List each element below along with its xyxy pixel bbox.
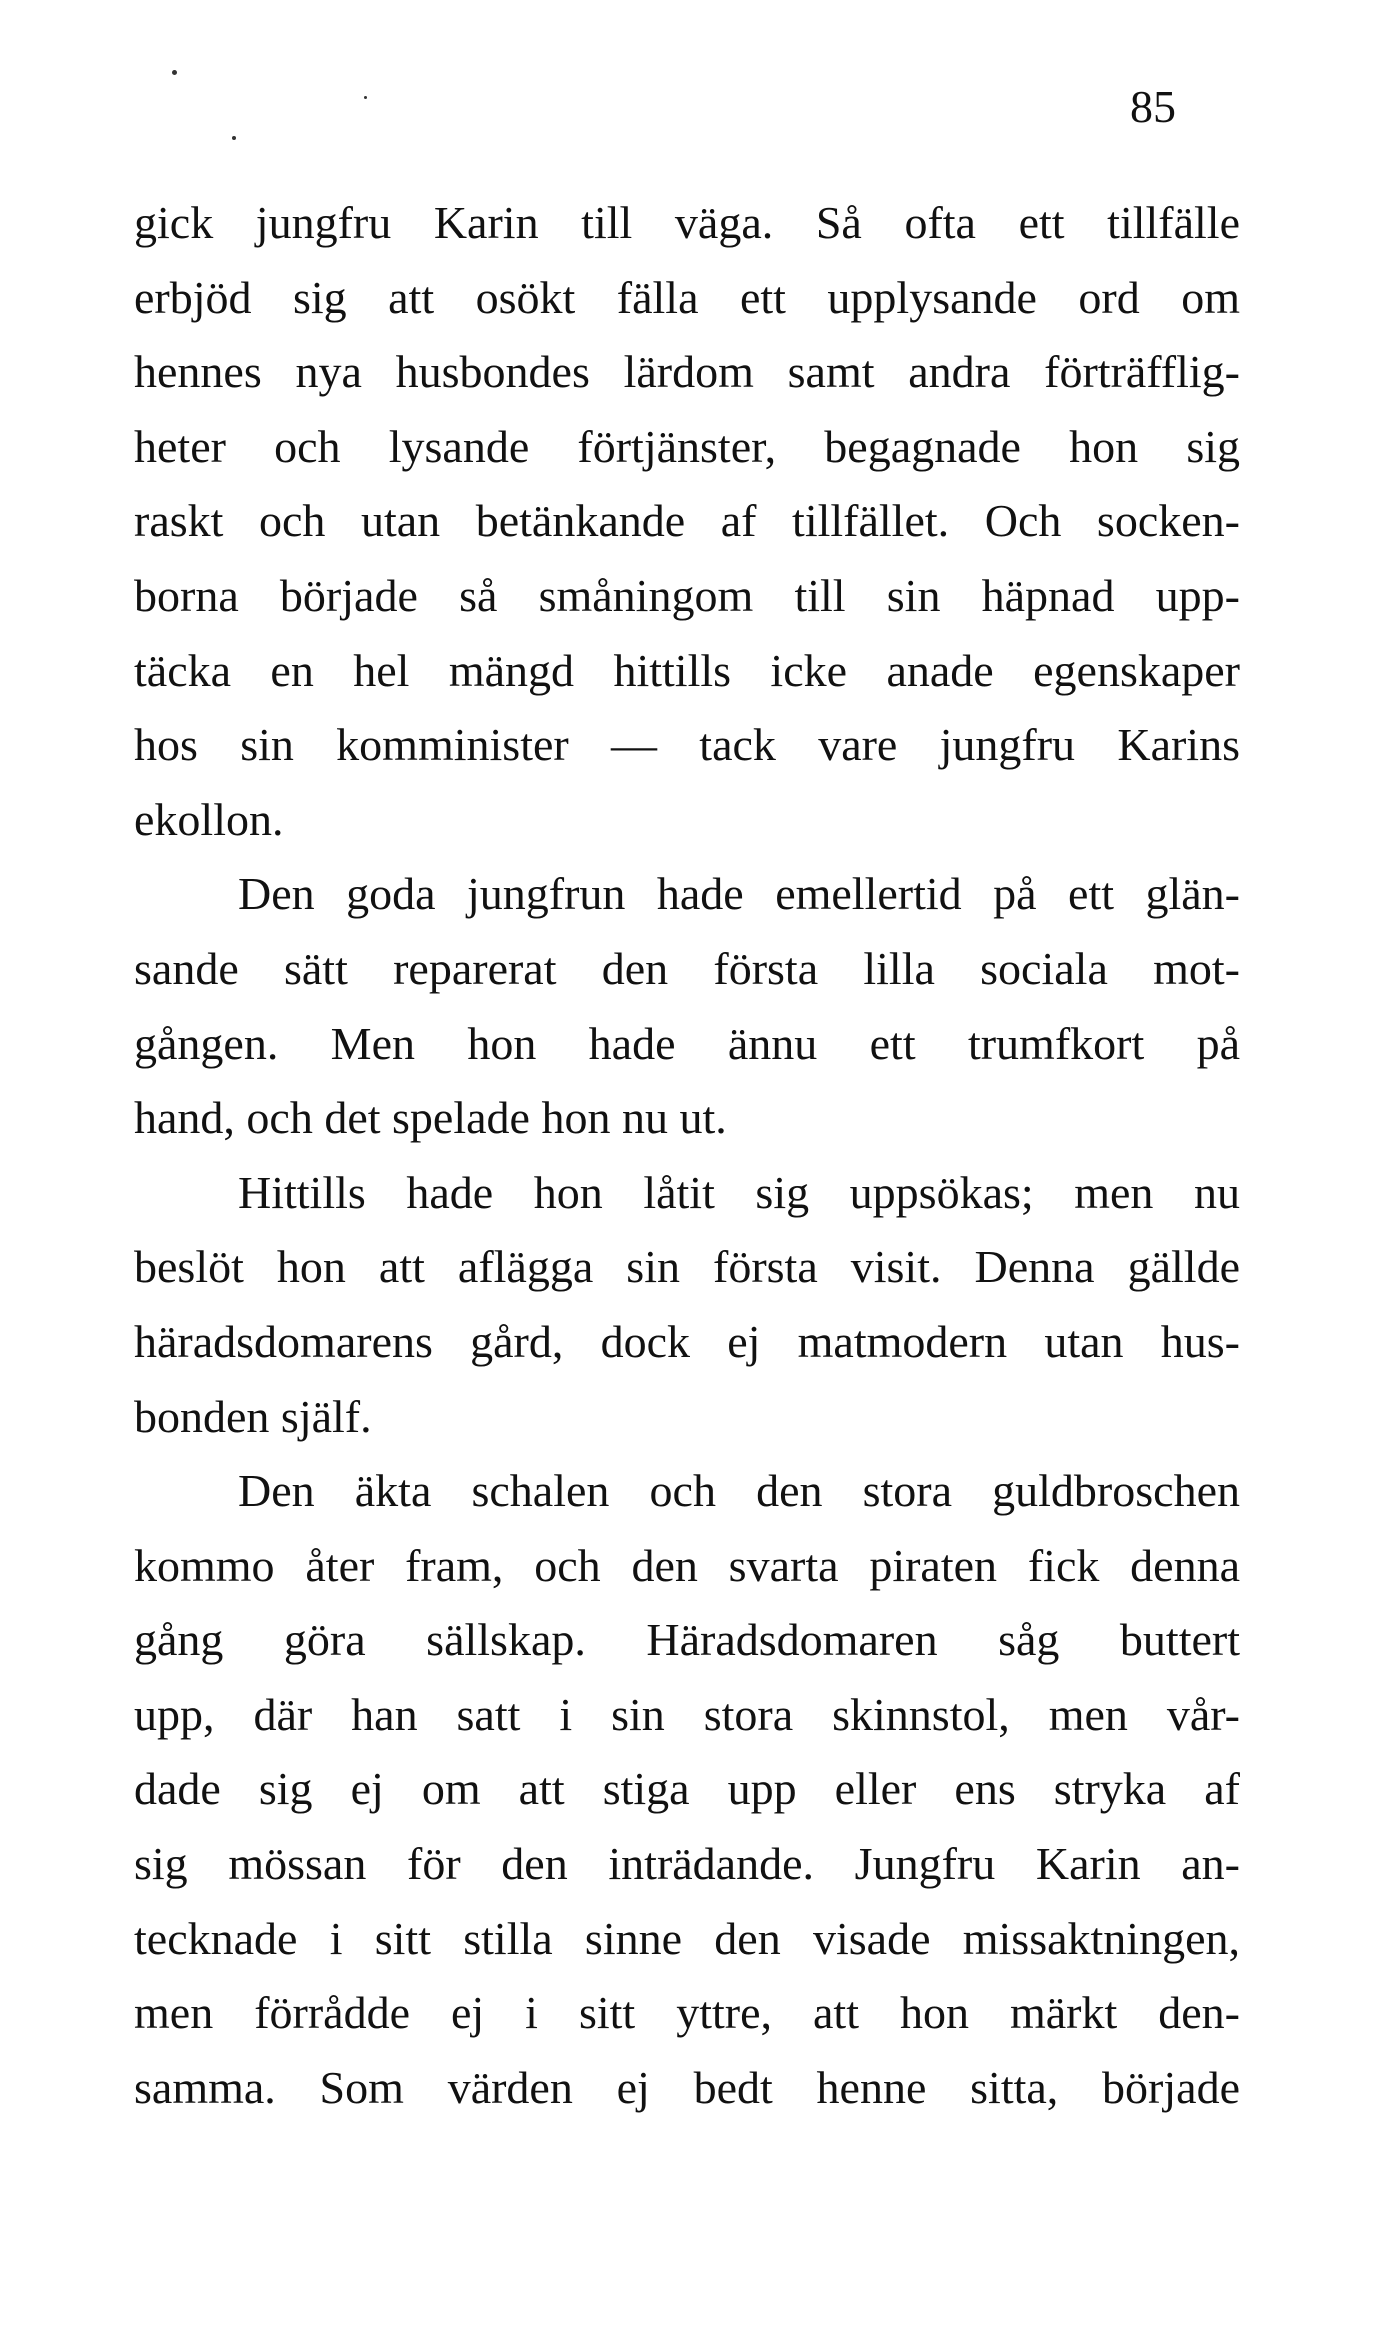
text-line: bonden själf. bbox=[134, 1390, 372, 1442]
text-line: samma. Som värden ej bedt henne sitta, började bbox=[134, 2061, 1240, 2113]
text-line: ekollon. bbox=[134, 793, 284, 845]
text-line: raskt och utan betänkande af tillfället. Och socken- bbox=[134, 495, 1240, 547]
print-speck bbox=[232, 136, 236, 140]
text-line: Den goda jungfrun hade emellertid på ett glän- bbox=[238, 868, 1240, 920]
text-line: dade sig ej om att stiga upp eller ens stryka af bbox=[134, 1763, 1240, 1815]
text-line: hennes nya husbondes lärdom samt andra förträfflig- bbox=[134, 346, 1240, 398]
text-line: Den äkta schalen och den stora guldbroschen bbox=[238, 1465, 1240, 1517]
body-text bbox=[134, 186, 1240, 2125]
paragraph bbox=[134, 1156, 1240, 1454]
text-line: beslöt hon att aflägga sin första visit. Denna gällde bbox=[134, 1241, 1240, 1293]
text-line: hand, och det spelade hon nu ut. bbox=[134, 1092, 727, 1144]
text-line: heter och lysande förtjänster, begagnade hon sig bbox=[134, 420, 1240, 472]
page-number: 85 bbox=[1130, 81, 1176, 132]
text-line: hos sin komminister — tack vare jungfru Karins bbox=[134, 719, 1240, 771]
text-line: häradsdomarens gård, dock ej matmodern utan hus- bbox=[134, 1315, 1240, 1367]
paragraph bbox=[134, 857, 1240, 1155]
text-line: gick jungfru Karin till väga. Så ofta ett tillfälle bbox=[134, 197, 1240, 248]
text-line: sande sätt reparerat den första lilla sociala mot- bbox=[134, 942, 1240, 994]
print-speck bbox=[172, 70, 177, 75]
text-line: sig mössan för den inträdande. Jungfru Karin an- bbox=[134, 1838, 1240, 1890]
print-speck bbox=[364, 96, 367, 99]
text-line: täcka en hel mängd hittills icke anade egenskaper bbox=[134, 644, 1240, 696]
text-line: gång göra sällskap. Häradsdomaren såg buttert bbox=[134, 1614, 1240, 1666]
text-line: tecknade i sitt stilla sinne den visade missaktningen, bbox=[134, 1912, 1240, 1964]
text-line: gången. Men hon hade ännu ett trumfkort på bbox=[134, 1017, 1240, 1069]
text-line: kommo åter fram, och den svarta piraten fick denna bbox=[134, 1539, 1240, 1591]
text-line: borna började så småningom till sin häpnad upp- bbox=[134, 569, 1240, 621]
text-line: Hittills hade hon låtit sig uppsökas; men nu bbox=[238, 1166, 1240, 1218]
paragraph bbox=[134, 186, 1240, 857]
text-line: erbjöd sig att osökt fälla ett upplysande ord om bbox=[134, 271, 1240, 323]
paragraph bbox=[134, 1454, 1240, 2125]
text-line: men förrådde ej i sitt yttre, att hon märkt den- bbox=[134, 1987, 1240, 2039]
text-line: upp, där han satt i sin stora skinnstol, men vår- bbox=[134, 1688, 1240, 1740]
